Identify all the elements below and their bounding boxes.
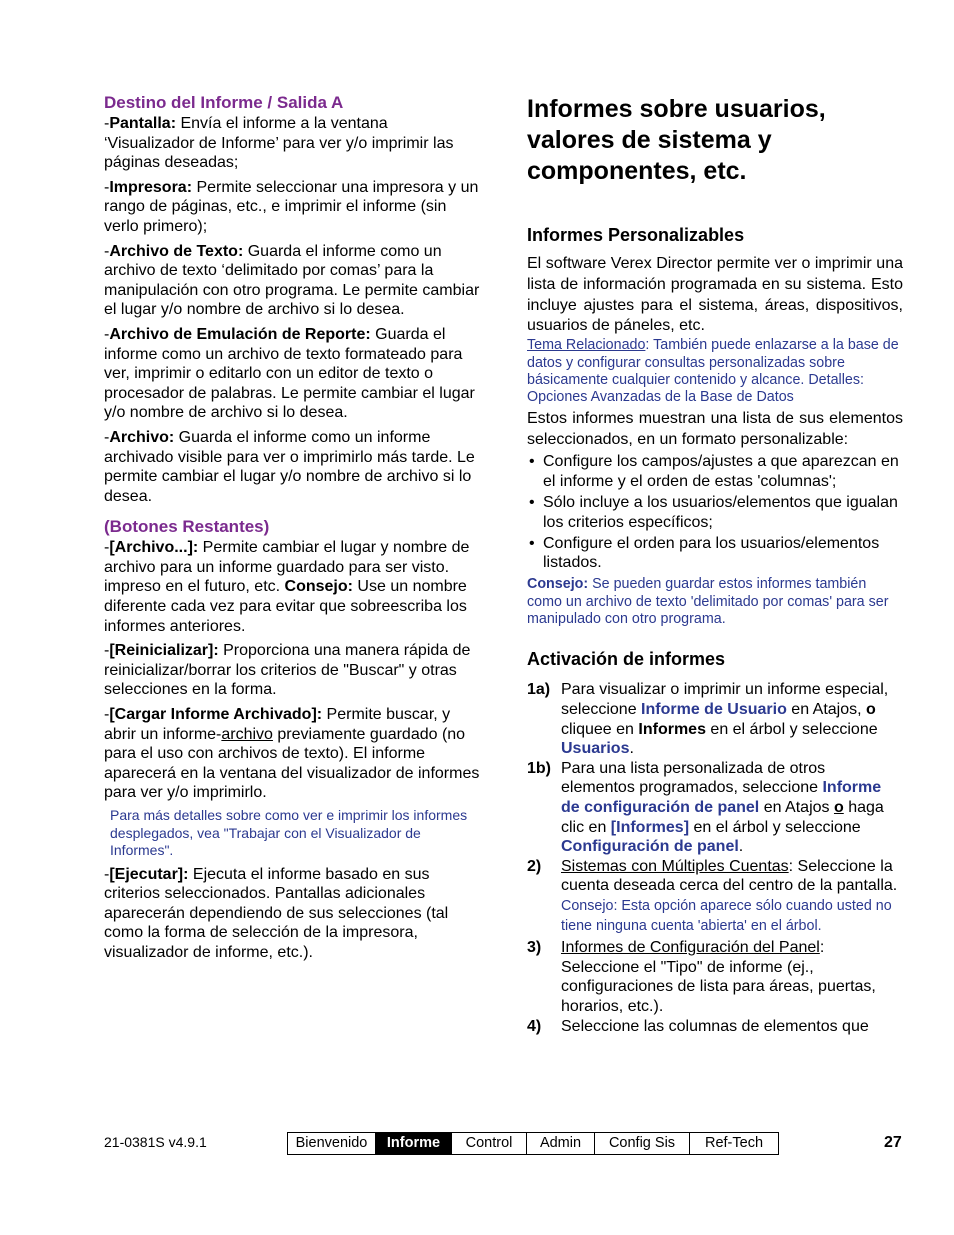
entry-text: Permite cambiar el lugar y nombre de archivo para un informe guardado para ser visto. impreso en el futuro, etc. bbox=[104, 539, 470, 596]
entry-cargar-informe: -[Cargar Informe Archivado]: Permite buscar, y abrir un informe-archivo previamente guardado (no para el uso con archivos de texto). El informe aparecerá en la ventana del visualizador de informes para ver y/o imprimirlo. bbox=[104, 706, 480, 802]
entry-text: Permite buscar, y abrir un informe- bbox=[104, 706, 451, 743]
entry-archivo-button: -[Archivo...]: Permite cambiar el lugar y nombre de archivo para un informe guardado para ser visto. impreso en el futuro, etc. Consejo: Use un nombre diferente cada vez para evitar que sobreescriba los informes anteriores. bbox=[104, 539, 470, 635]
step-number: 1b) bbox=[527, 759, 551, 777]
entry-text: Guarda el informe como un archivo de texto ‘delimitado por comas’ para la manipulación con otro programa. Le permite cambiar el lugar y/o nombre de archivo si lo desea. bbox=[104, 242, 480, 319]
entry-text: Guarda el informe como un informe archivado visible para ver o imprimirlo más tarde. Le permite cambiar el lugar y/o nombre de archivo si lo desea. bbox=[104, 428, 475, 505]
informe-configuracion-link[interactable]: Informe de configuración de panel bbox=[561, 779, 882, 816]
tip-term: Consejo: bbox=[527, 576, 589, 593]
entry-text: Envía el informe a la ventana ‘Visualizador de Informe’ para ver y/o imprimir las páginas deseadas; bbox=[104, 115, 454, 172]
step-4 bbox=[527, 1017, 903, 1037]
entry-impresora: -Impresora: Permite seleccionar una impresora y un rango de páginas, etc., e imprimir el informe (sin verlo primero); bbox=[104, 178, 479, 235]
page-number: 27 bbox=[884, 1134, 902, 1151]
entry-ejecutar: -[Ejecutar]: Ejecuta el informe basado en sus criterios seleccionados. Pantallas adicionales aparecerán dependiendo de sus selecciones (tal como la forma de selección de la impresora, visualizador de informe, etc.). bbox=[104, 865, 449, 961]
entry-term: Impresora: bbox=[109, 178, 193, 196]
left-column bbox=[104, 92, 480, 967]
step-3 bbox=[527, 938, 903, 1016]
tip-text: Use un nombre diferente cada vez para evitar que sobreescriba los informes anteriores. bbox=[104, 578, 467, 635]
step-label: Informes de Configuración del Panel bbox=[561, 939, 820, 957]
step-number: 1a) bbox=[527, 681, 551, 699]
entry-term: [Cargar Informe Archivado]: bbox=[109, 706, 323, 724]
intro-paragraph: El software Verex Director permite ver o imprimir una lista de información programada en su sistema. Esto incluye ajustes para el sistema, áreas, dispositivos, usuarios de páneles, etc. bbox=[527, 255, 903, 335]
step-text: Sistemas con Múltiples Cuentas: Seleccione la cuenta deseada cerca del centro de la pantalla. Consejo: Esta opción aparece sólo cuando usted no tiene ninguna cuenta 'abierta' en el árbol. bbox=[561, 857, 898, 934]
section-title-botones: (Botones Restantes) bbox=[104, 517, 270, 537]
tip-personalizables bbox=[527, 576, 903, 628]
tip-text: Se pueden guardar estos informes también como un archivo de texto 'delimitado por comas' para ser manipulado con otro programa. bbox=[527, 576, 889, 627]
entry-archivo-texto: -Archivo de Texto: Guarda el informe como un archivo de texto ‘delimitado por comas’ para la manipulación con otro programa. Le permite cambiar el lugar y/o nombre de archivo si lo desea. bbox=[104, 242, 480, 319]
entry-term: [Archivo...]: bbox=[109, 539, 199, 557]
step-text: Seleccione las columnas de elementos que bbox=[561, 1017, 869, 1035]
note-visualizador: Para más detalles sobre como ver e imprimir los informes desplegados, vea "Trabajar con el Visualizador de Informes". bbox=[110, 807, 468, 858]
step-2 bbox=[527, 857, 903, 935]
entry-term: [Ejecutar]: bbox=[109, 865, 189, 883]
tab-config-sis[interactable]: Config Sis bbox=[595, 1133, 690, 1154]
step-text: Para una lista personalizada de otros elementos programados, seleccione Informe de configuración de panel en Atajos o haga clic en [Informes] en el árbol y seleccione Configuración de panel. bbox=[561, 759, 884, 856]
related-topic bbox=[527, 337, 903, 407]
entry-term: Pantalla: bbox=[109, 115, 177, 132]
entry-text: Ejecuta el informe basado en sus criterios seleccionados. Pantallas adicionales aparecerán dependiendo de sus selecciones (tal como la forma de selección de la impresora, visualizador de informe, etc.). bbox=[104, 865, 449, 961]
entry-text: previamente guardado (no para el uso con archivos de texto). El informe aparecerá en la ventana del visualizador de informes para ver y/o imprimirlo. bbox=[104, 725, 480, 802]
tip-term: Consejo: bbox=[284, 578, 353, 596]
configuracion-panel-link[interactable]: Configuración de panel bbox=[561, 838, 739, 856]
related-topic-link[interactable]: Tema Relacionado bbox=[527, 337, 646, 354]
list-item: • Configure los campos/ajustes a que aparezcan en el informe y el orden de estas 'columnas'; bbox=[527, 452, 903, 492]
tab-ref-tech[interactable]: Ref-Tech bbox=[704, 1135, 764, 1151]
step-number: 2) bbox=[527, 857, 542, 875]
step-text: Informes de Configuración del Panel: Seleccione el "Tipo" de informe (ej., configuraciones de lista para áreas, puertas, horarios, etc.). bbox=[561, 939, 876, 1015]
entry-term: Archivo: bbox=[109, 428, 175, 446]
entry-text: Permite seleccionar una impresora y un rango de páginas, etc., e imprimir el informe (sin verlo primero); bbox=[104, 178, 479, 235]
heading-activacion: Activación de informes bbox=[527, 649, 726, 670]
heading-personalizables: Informes Personalizables bbox=[527, 225, 745, 245]
entry-pantalla: -Pantalla: Envía el informe a la ventana ‘Visualizador de Informe’ para ver y/o imprimir las páginas deseadas; bbox=[104, 115, 454, 172]
archivo-link[interactable]: archivo bbox=[221, 725, 273, 743]
section-title-destino: Destino del Informe / Salida A bbox=[104, 93, 344, 112]
entry-term: Archivo de Emulación de Reporte: bbox=[109, 325, 371, 343]
entry-archivo-emulacion: -Archivo de Emulación de Reporte: Guarda el informe como un archivo de texto formateado para ver, imprimir o editarlo con un editor de texto o procesador de palabras. Le permite cambiar el lugar y/o nombre de archivo si lo desea. bbox=[104, 325, 475, 422]
entry-term: Archivo de Texto: bbox=[109, 242, 244, 260]
usuarios-link[interactable]: Usuarios bbox=[561, 740, 630, 758]
entry-text: Guarda el informe como un archivo de texto formateado para ver, imprimir o editarlo con un editor de texto o procesador de palabras. Le permite cambiar el lugar y/o nombre de archivo si lo desea. bbox=[104, 325, 475, 422]
entry-term: [Reinicializar]: bbox=[109, 642, 219, 660]
step-text: Para visualizar o imprimir un informe especial, seleccione Informe de Usuario en Atajos, o cliquee en Informes en el árbol y seleccione Usuarios. bbox=[561, 681, 889, 758]
list-item: • Sólo incluye a los usuarios/elementos que igualan los criterios específicos; bbox=[527, 493, 903, 533]
tab-admin[interactable]: Admin bbox=[527, 1133, 595, 1154]
step-1a bbox=[527, 680, 903, 758]
steps-list bbox=[527, 680, 903, 1036]
feature-list bbox=[527, 452, 903, 573]
footer-nav-tabs bbox=[287, 1132, 779, 1155]
right-column bbox=[527, 92, 903, 1036]
step-tip: Consejo: Esta opción aparece sólo cuando usted no tiene ninguna cuenta 'abierta' en el árbol. bbox=[561, 897, 892, 934]
step-label: Sistemas con Múltiples Cuentas bbox=[561, 857, 789, 875]
entry-archivo: -Archivo: Guarda el informe como un informe archivado visible para ver o imprimirlo más tarde. Le permite cambiar el lugar y/o nombre de archivo si lo desea. bbox=[104, 428, 475, 505]
tab-informe[interactable]: Informe bbox=[376, 1133, 452, 1154]
page-title: Informes sobre usuarios, valores de sistema y componentes, etc. bbox=[527, 95, 826, 185]
tab-bienvenido[interactable]: Bienvenido bbox=[288, 1133, 376, 1154]
entry-text: Proporciona una manera rápida de reinicializar/borrar los criterios de "Buscar" y otras selecciones en la forma. bbox=[104, 642, 471, 699]
step-1b bbox=[527, 759, 903, 857]
informe-usuario-link[interactable]: Informe de Usuario bbox=[641, 701, 787, 718]
step-number: 4) bbox=[527, 1017, 542, 1035]
informes-link[interactable]: [Informes] bbox=[610, 818, 690, 836]
related-topic-text: : También puede enlazarse a la base de datos y configurar consultas personalizadas sobre básicamente cualquier contenido y alcance. Detalles: Opciones Avanzadas de la Base de Datos bbox=[527, 337, 899, 406]
document-code: 21-0381S v4.9.1 bbox=[104, 1134, 207, 1150]
step-number: 3) bbox=[527, 939, 542, 957]
tab-control[interactable]: Control bbox=[452, 1133, 527, 1154]
list-item: • Configure el orden para los usuarios/elementos listados. bbox=[527, 534, 903, 574]
entry-reinicializar: -[Reinicializar]: Proporciona una manera rápida de reinicializar/borrar los criterios de "Buscar" y otras selecciones en la forma. bbox=[104, 642, 471, 699]
list-intro: Estos informes muestran una lista de sus elementos seleccionados, en un formato personalizable: bbox=[527, 409, 903, 448]
